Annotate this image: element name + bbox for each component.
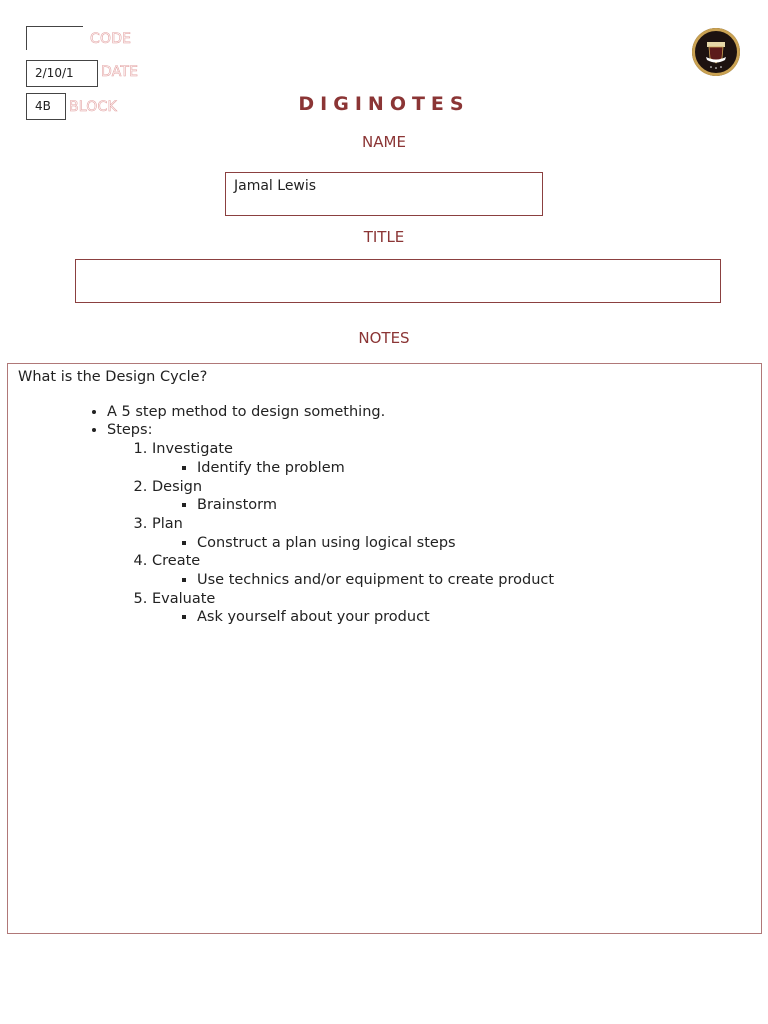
step-detail: ▪ Construct a plan using logical steps xyxy=(197,534,751,553)
step-detail: ▪ Brainstorm xyxy=(197,496,751,515)
steps-list xyxy=(107,440,751,627)
code-label: CODE xyxy=(90,31,132,47)
block-label: BLOCK xyxy=(69,99,117,115)
date-label: DATE xyxy=(101,64,139,80)
notes-bullet-list xyxy=(18,403,751,627)
step-item xyxy=(152,478,751,515)
step-item xyxy=(152,440,751,477)
step-name: Create xyxy=(152,553,201,570)
step-name: Investigate xyxy=(152,441,233,458)
notes-question: What is the Design Cycle? xyxy=(18,369,208,385)
notes-heading: NOTES xyxy=(358,329,410,347)
name-field[interactable]: Jamal Lewis xyxy=(225,172,543,216)
step-detail: ▪ Identify the problem xyxy=(197,459,751,478)
list-item xyxy=(107,421,751,627)
title-heading: TITLE xyxy=(363,228,405,246)
step-name: Design xyxy=(152,478,203,495)
block-field[interactable]: 4B xyxy=(26,93,66,120)
date-field[interactable]: 2/10/1 xyxy=(26,60,98,87)
school-crest-icon xyxy=(692,28,740,76)
steps-label: Steps: xyxy=(107,422,153,439)
step-item xyxy=(152,590,751,627)
step-item xyxy=(152,515,751,552)
step-item xyxy=(152,552,751,589)
title-field[interactable] xyxy=(75,259,721,303)
step-name: Evaluate xyxy=(152,590,216,607)
page-title: DIGINOTES xyxy=(298,93,470,115)
name-heading: NAME xyxy=(362,133,406,151)
step-detail: ▪ Ask yourself about your product xyxy=(197,608,751,627)
list-item: • A 5 step method to design something. xyxy=(107,403,751,422)
code-field[interactable] xyxy=(26,26,83,50)
step-detail: ▪ Use technics and/or equipment to create product xyxy=(197,571,751,590)
step-name: Plan xyxy=(152,515,183,532)
notes-area[interactable] xyxy=(7,363,762,934)
